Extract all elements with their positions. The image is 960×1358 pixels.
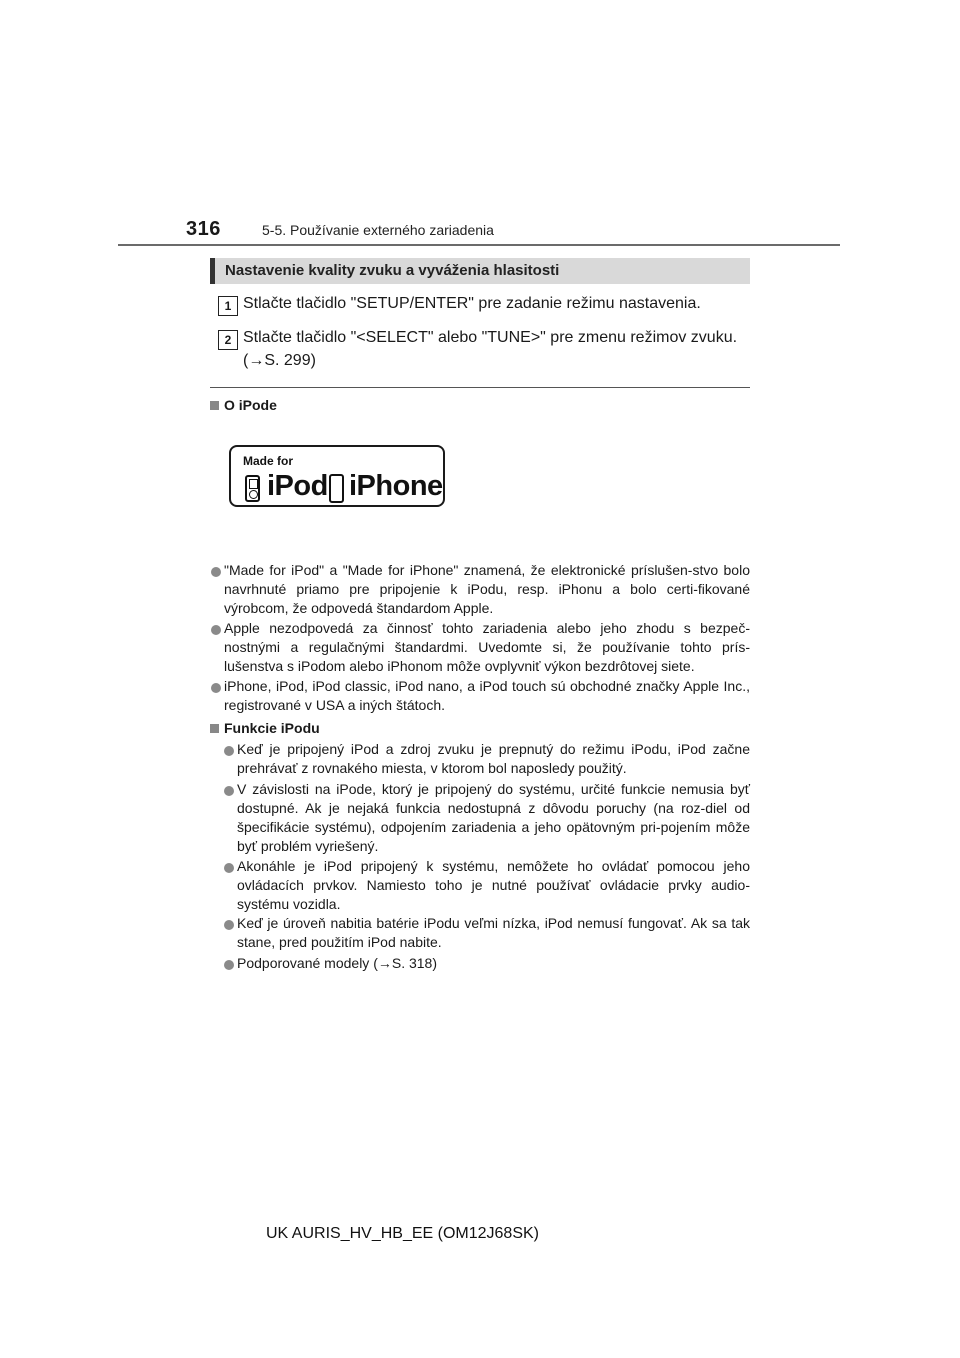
heading-accent-bar <box>210 258 215 284</box>
subsection-ipod <box>210 397 277 413</box>
bullet-dot-icon <box>224 863 234 873</box>
subsection-functions <box>210 720 320 736</box>
subsection-ipod-title: O iPode <box>224 397 277 413</box>
bullet-dot-icon <box>211 625 221 635</box>
ipod-icon <box>245 475 260 502</box>
ipod-bullet-3: iPhone, iPod, iPod classic, iPod nano, a iPod touch sú obchodné značky Apple Inc., registrované v USA a iných štátoch. <box>224 678 750 713</box>
subsection-functions-title: Funkcie iPodu <box>224 720 320 736</box>
ipod-bullet-1: "Made for iPod" a "Made for iPhone" znamená, že elektronické príslušen-stvo bolo navrhnuté priamo pre pripojenie k iPodu, resp. iPhonu a bolo certi-fikované výrobcom, že odpovedá štandardom Apple. <box>224 562 750 616</box>
step-number-1: 1 <box>218 296 238 316</box>
section-heading-text: Nastavenie kvality zvuku a vyváženia hlasitosti <box>225 262 560 279</box>
step-ref-2: (→S. 299) <box>243 352 316 369</box>
logo-ipod-text: iPod <box>267 470 328 502</box>
logo-made-for-text: Made for <box>243 454 294 468</box>
square-bullet-icon <box>210 401 219 410</box>
section-divider <box>210 387 750 388</box>
functions-bullet-3: Akonáhle je iPod pripojený k systému, nemôžete ho ovládať pomocou jeho ovládacích prvkov. Namiesto toho je nutné používať ovládacie prvky audio-systému vozidla. <box>237 858 750 912</box>
page-number: 316 <box>186 218 221 240</box>
bullet-dot-icon <box>224 960 234 970</box>
logo-iphone-text: iPhone <box>349 470 443 502</box>
bullet-dot-icon <box>224 746 234 756</box>
functions-bullet-2: V závislosti na iPode, ktorý je pripojený do systému, určité funkcie nemusia byť dostupné. Ak je nejaká funkcia nedostupná z dôvodu poruchy (na roz-diel od špecifikácie systému), odpojením zariadenia a jeho opätovným pri-pojením môže byť problém vyriešený. <box>237 781 750 854</box>
ipod-bullet-2: Apple nezodpovedá za činnosť tohto zariadenia alebo jeho zhodu s bezpeč-nostnými a regulačnými štandardmi. Uvedomte si, že používanie tohto prís-lušenstva s iPodom alebo iPhonom môže ovplyvniť výkon bezdrôtovej siete. <box>224 620 750 674</box>
functions-bullet-4: Keď je úroveň nabitia batérie iPodu veľmi nízka, iPod nemusí fungovať. Ak sa tak stane, pred použitím iPod nabite. <box>237 915 750 950</box>
bullet-dot-icon <box>211 567 221 577</box>
step-text-2: Stlačte tlačidlo "<SELECT" alebo "TUNE>" pre zmenu režimov zvuku. <box>243 329 738 346</box>
bullet-dot-icon <box>211 683 221 693</box>
bullet-dot-icon <box>224 920 234 930</box>
functions-bullet-5: Podporované modely (→S. 318) <box>237 955 437 971</box>
header-rule <box>118 244 840 246</box>
made-for-ipod-iphone-logo <box>229 445 445 507</box>
step-number-2: 2 <box>218 330 238 350</box>
square-bullet-icon <box>210 724 219 733</box>
bullet-dot-icon <box>224 786 234 796</box>
footer-model-code: UK AURIS_HV_HB_EE (OM12J68SK) <box>266 1225 539 1242</box>
iphone-icon <box>329 474 344 503</box>
step-text-1: Stlačte tlačidlo "SETUP/ENTER" pre zadanie režimu nastavenia. <box>243 295 701 312</box>
section-title: 5-5. Používanie externého zariadenia <box>262 222 494 238</box>
functions-bullet-1: Keď je pripojený iPod a zdroj zvuku je prepnutý do režimu iPodu, iPod začne prehrávať z rovnakého miesta, v ktorom bol naposledy použitý. <box>237 741 750 776</box>
section-heading <box>210 258 750 284</box>
